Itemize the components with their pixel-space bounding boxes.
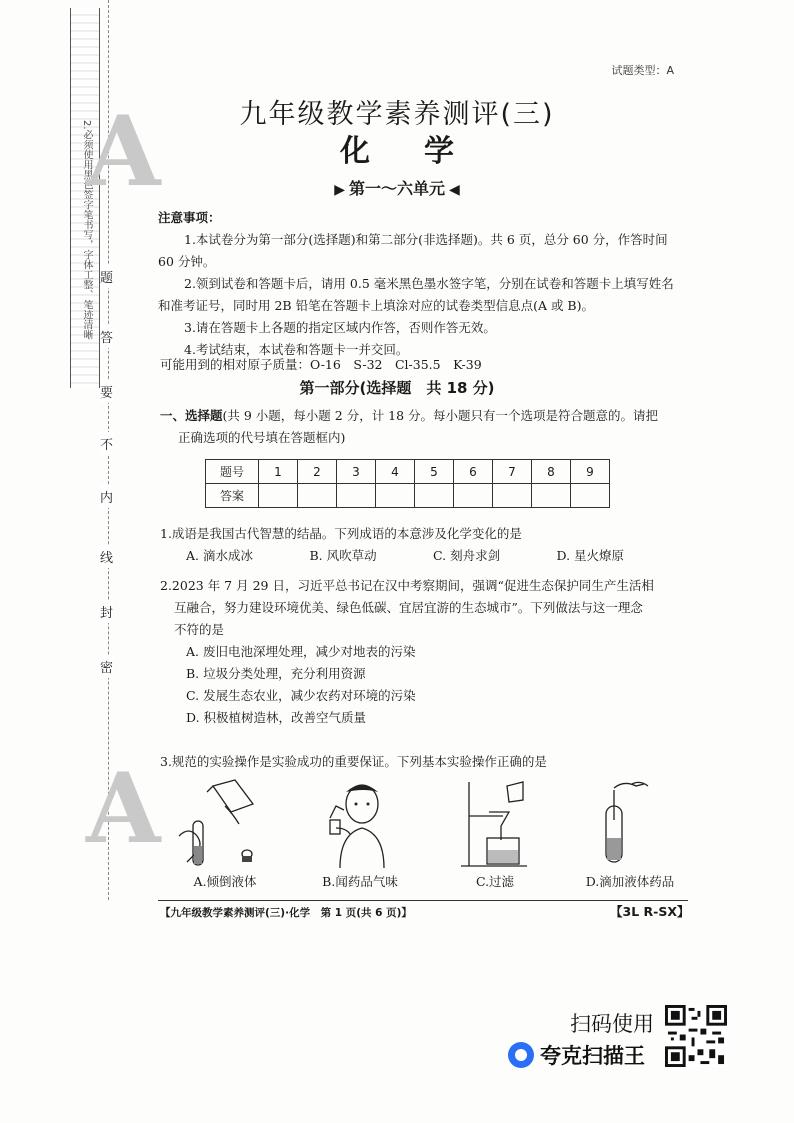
seal-char: 不 (100, 432, 113, 455)
unit-range-text: 第一～六单元 (348, 179, 445, 198)
qr-code-icon[interactable] (665, 1005, 727, 1067)
question-stem: 3.规范的实验操作是实验成功的重要保证。下列基本实验操作正确的是 (160, 754, 547, 769)
figure-filtration (435, 776, 555, 891)
question-number-cell: 3 (337, 460, 376, 484)
section-instructions: (共 9 小题，每小题 2 分，计 18 分。每小题只有一个选项是符合题意的。请把 (222, 408, 659, 423)
answer-table (205, 459, 610, 508)
question-stem: 1.成语是我国古代智慧的结晶。下列成语的本意涉及化学变化的是 (160, 526, 522, 541)
scanner-logo-icon (508, 1042, 534, 1068)
experiment-figures (165, 776, 685, 891)
triangle-left-icon: ◀ (449, 182, 460, 198)
option-c: C. 刻舟求剑 (433, 548, 501, 563)
question-number-cell: 5 (415, 460, 454, 484)
dropper-illustration (570, 776, 690, 871)
scanner-brand (508, 1040, 645, 1070)
notice-item: 3.请在答题卡上各题的指定区域内作答，否则作答无效。 (184, 320, 496, 335)
seal-char: 内 (100, 485, 113, 508)
notice-item: 1.本试卷分为第一部分(选择题)和第二部分(非选择题)。共 6 页，总分 60 分，作答时间 60 分钟。 (158, 232, 668, 269)
answer-cell[interactable] (493, 484, 532, 508)
answer-cell[interactable] (298, 484, 337, 508)
option-row (160, 545, 680, 567)
seal-char: 题 (100, 265, 113, 288)
notice-item: 4.考试结束，本试卷和答题卡一并交回。 (184, 342, 409, 357)
footer-rule (158, 900, 688, 901)
seal-char: 密 (100, 655, 113, 678)
question-number-cell: 8 (532, 460, 571, 484)
answer-cell[interactable] (571, 484, 610, 508)
option-b: B. 风吹草动 (309, 548, 377, 563)
question-number-cell: 4 (376, 460, 415, 484)
question-stem-cont: 互融合，努力建设环境优美、绿色低碳、宜居宜游的生态城市”。下列做法与这一理念 (174, 600, 643, 615)
seal-char: 答 (100, 325, 113, 348)
answer-cell[interactable] (532, 484, 571, 508)
smell-gas-illustration (300, 776, 420, 871)
answer-cell[interactable] (415, 484, 454, 508)
seal-char: 封 (100, 600, 113, 623)
question-stem-cont: 不符的是 (174, 622, 225, 637)
option-c: C. 发展生态农业，减少农药对环境的污染 (186, 688, 416, 703)
option-d: D. 积极植树造林，改善空气质量 (186, 710, 367, 725)
answer-cell[interactable] (337, 484, 376, 508)
part-one-title: 第一部分(选择题 共 18 分) (299, 379, 495, 397)
section-lead: 一、选择题 (160, 408, 223, 423)
figure-pour-liquid (165, 776, 285, 891)
pour-liquid-illustration (165, 776, 285, 871)
subject-title: 化学 (340, 134, 508, 169)
scanner-brand-name: 夸克扫描王 (540, 1044, 645, 1068)
watermark-type-a: A (86, 95, 161, 208)
atomic-masses: 可能用到的相对原子质量：O-16 S-32 Cl-35.5 K-39 (160, 357, 482, 372)
figure-caption: A.倾倒液体 (193, 874, 257, 889)
exam-title: 九年级教学素养测评(三) (239, 99, 555, 130)
figure-dropper (570, 776, 690, 891)
seal-char: 线 (100, 545, 113, 568)
notice-block (158, 207, 678, 361)
unit-range (0, 176, 794, 199)
question-1 (160, 523, 680, 567)
question-number-cell: 7 (493, 460, 532, 484)
answer-cell[interactable] (259, 484, 298, 508)
option-a: A. 废旧电池深埋处理，减少对地表的污染 (186, 644, 416, 659)
answer-cell[interactable] (376, 484, 415, 508)
watermark-type-a: A (86, 752, 161, 865)
notice-item: 2.领到试卷和答题卡后，请用 0.5 毫米黑色墨水签字笔，分别在试卷和答题卡上填写姓名和准考证号，同时用 2B 铅笔在答题卡上填涂对应的试卷类型信息点(A 或 B)。 (158, 276, 674, 313)
paper-code: 【3L R-SX】 (610, 904, 690, 919)
answer-cell[interactable] (454, 484, 493, 508)
table-row (206, 484, 610, 508)
question-2 (160, 575, 680, 729)
question-stem: 2.2023 年 7 月 29 日，习近平总书记在汉中考察期间，强调“促进生态保护同生产生活相 (160, 578, 654, 593)
figure-caption: D.滴加液体药品 (585, 874, 675, 889)
table-row (206, 460, 610, 484)
triangle-right-icon: ▶ (334, 182, 345, 198)
figure-smell-gas (300, 776, 420, 891)
section-instructions-cont: 正确选项的代号填在答题框内) (178, 430, 346, 445)
question-number-cell: 6 (454, 460, 493, 484)
filtration-illustration (435, 776, 555, 871)
figure-caption: C.过滤 (475, 874, 515, 889)
page-footer: 【九年级教学素养测评(三)·化学 第 1 页(共 6 页)】 (160, 907, 412, 919)
paper-type-label: 试题类型：A (611, 64, 674, 77)
option-d: D. 星火燎原 (556, 548, 625, 563)
question-number-cell: 2 (298, 460, 337, 484)
binding-margin-note: 2.必须使用黑色签字笔书写，字体工整、笔迹清晰 (81, 120, 92, 340)
scanner-use-label: 扫码使用 (570, 1012, 654, 1036)
table-header-cell: 题号 (206, 460, 259, 484)
notice-heading: 注意事项： (158, 210, 221, 225)
question-number-cell: 9 (571, 460, 610, 484)
option-a: A. 滴水成冰 (186, 548, 253, 563)
figure-caption: B.闻药品气味 (322, 874, 398, 889)
section-one-heading (160, 405, 680, 449)
table-header-cell: 答案 (206, 484, 259, 508)
option-b: B. 垃圾分类处理，充分利用资源 (186, 666, 366, 681)
question-number-cell: 1 (259, 460, 298, 484)
question-3 (160, 751, 680, 773)
seal-char: 要 (100, 380, 113, 403)
